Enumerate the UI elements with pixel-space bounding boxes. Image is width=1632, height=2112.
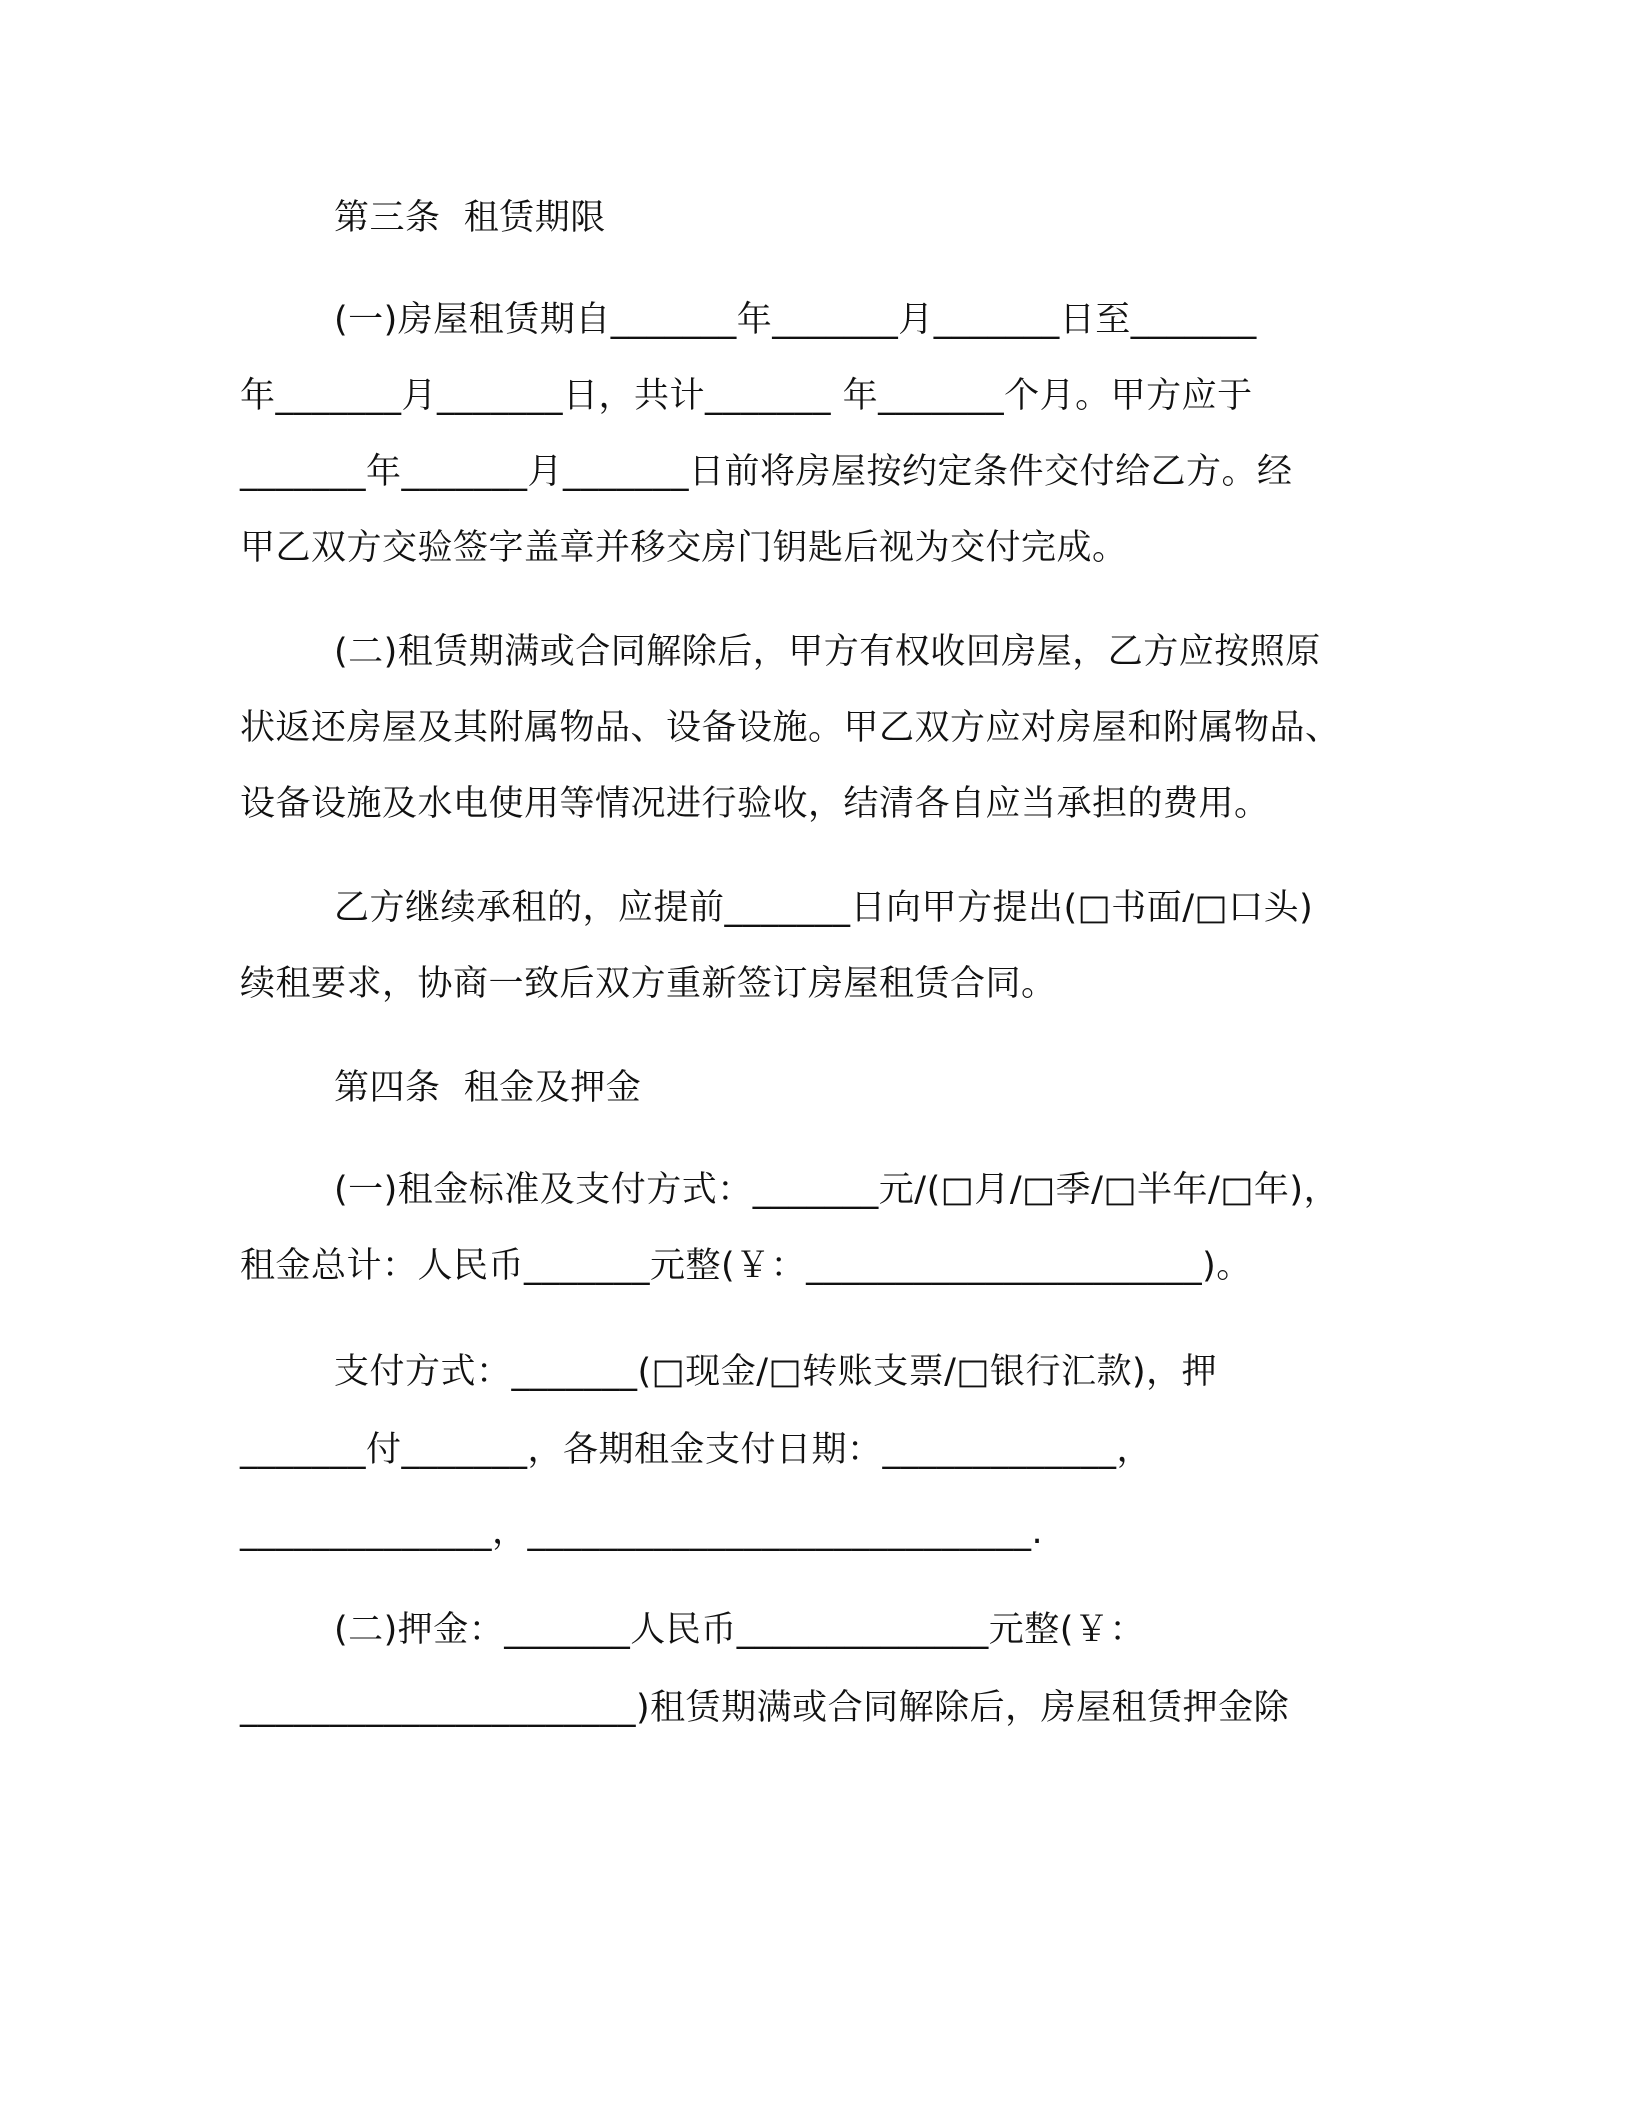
article-3-para-2-line-1: (二)租赁期满或合同解除后，甲方有权收回房屋，乙方应按照原 [334, 632, 1321, 672]
article-3-para-1-line-3: _______年_______月_______日前将房屋按约定条件交付给乙方。经 [240, 452, 1293, 492]
article-3-heading: 第三条 租赁期限 [334, 198, 606, 238]
article-4-para-2-line-3: ______________，____________________________. [240, 1512, 1044, 1552]
article-3-para-1-line-1: (一)房屋租赁期自_______年_______月_______日至_______ [334, 300, 1257, 340]
article-4-para-2-line-1: 支付方式：_______(□现金/□转账支票/□银行汇款)，押 [334, 1352, 1218, 1392]
article-3-para-2-line-3: 设备设施及水电使用等情况进行验收，结清各自应当承担的费用。 [240, 784, 1270, 824]
article-4-para-2-line-2: _______付_______，各期租金支付日期：_____________， [240, 1430, 1153, 1470]
article-4-para-1-line-2: 租金总计：人民币_______元整(￥：______________________)。 [240, 1246, 1252, 1286]
article-3-para-3-line-1: 乙方继续承租的，应提前_______日向甲方提出(□书面/□口头) [334, 888, 1314, 928]
article-4-para-1-line-1: (一)租金标准及支付方式：_______元/(□月/□季/□半年/□年)， [334, 1170, 1340, 1210]
article-4-para-3-line-1: (二)押金：_______人民币______________元整(￥： [334, 1610, 1145, 1650]
article-3-para-1-line-4: 甲乙双方交验签字盖章并移交房门钥匙后视为交付完成。 [240, 528, 1128, 568]
article-3-para-2-line-2: 状返还房屋及其附属物品、设备设施。甲乙双方应对房屋和附属物品、 [240, 708, 1341, 748]
article-4-heading: 第四条 租金及押金 [334, 1068, 642, 1108]
article-4-para-3-line-2: ______________________)租赁期满或合同解除后，房屋租赁押金除 [240, 1688, 1290, 1728]
article-3-para-1-line-2: 年_______月_______日，共计_______ 年_______个月。甲方应于 [240, 376, 1253, 416]
article-3-para-3-line-2: 续租要求，协商一致后双方重新签订房屋租赁合同。 [240, 964, 1057, 1004]
